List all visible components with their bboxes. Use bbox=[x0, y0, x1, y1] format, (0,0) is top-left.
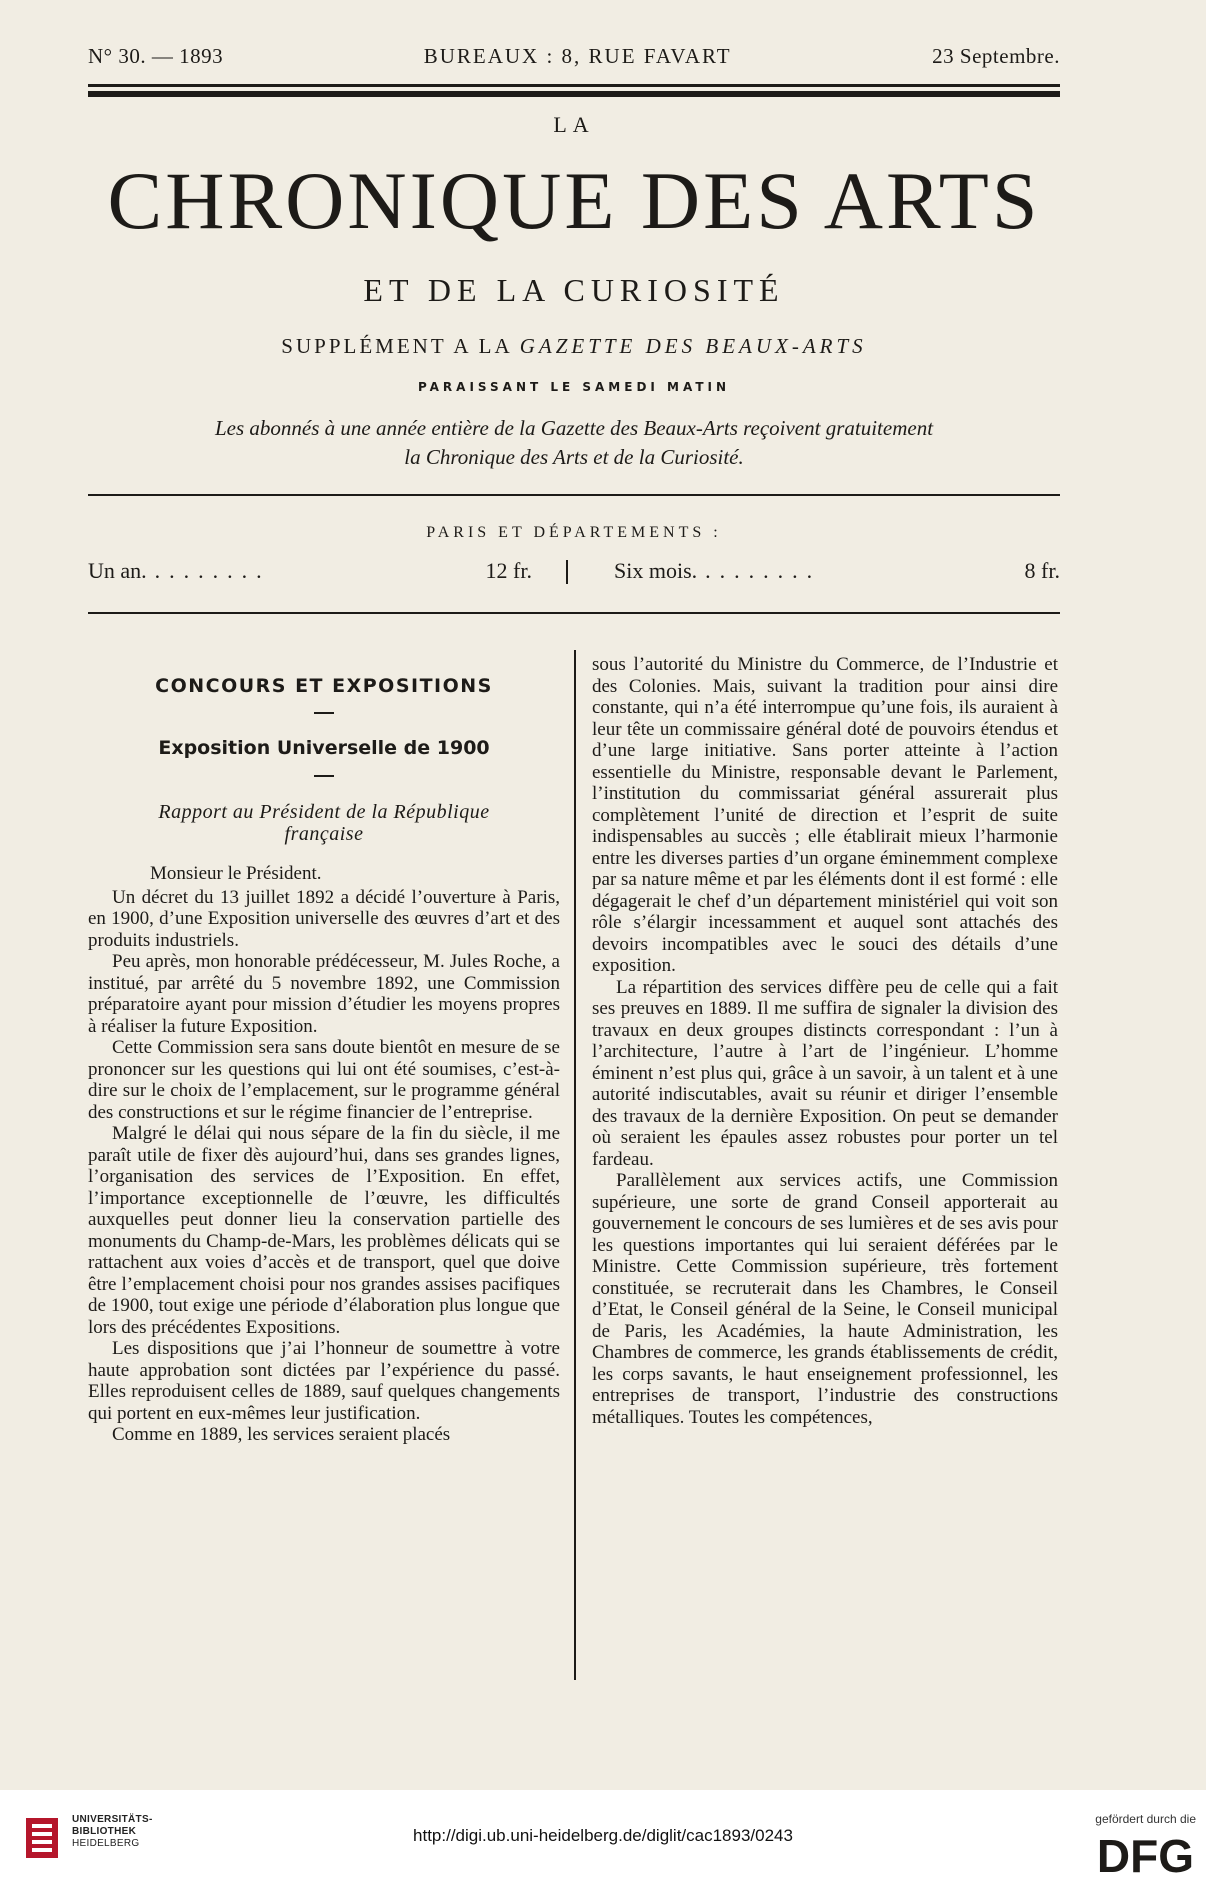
bureaux-address: BUREAUX : 8, RUE FAVART bbox=[423, 44, 732, 68]
masthead-subtitle: ET DE LA CURIOSITÉ bbox=[363, 272, 785, 308]
rate-separator bbox=[566, 560, 568, 584]
uni-line1: UNIVERSITÄTS- bbox=[72, 1814, 153, 1825]
rates-rule bbox=[88, 612, 1060, 614]
title-dash bbox=[314, 775, 334, 777]
six-month-price: 8 fr. bbox=[1024, 558, 1060, 583]
header-rule-bottom bbox=[88, 91, 1060, 97]
paragraph: sous l’autorité du Ministre du Commerce, de l’Industrie et des Colonies. Mais, suivant la tradition pour ainsi dire constante, qui n’a été interrompue qu’une fois, ils auraient à leur tête un commissaire général doté de pouvoirs étendus et d’une large initiative. Sans porter atteinte à l’action essentielle du Ministre, responsable devant le Parlement, l’institution du commissariat général assurerait plus complètement l’unité de direction et l’esprit de suite indispensables au succès ; elle établirait mieux l’harmonie entre les diverses parties d’un organe éminemment complexe par sa nature même et par les éléments dont il est formé : elle dégagerait le chef d’un département ministériel qui voit son rôle s’élargir incessamment et auquel sont attachés des devoirs incompatibles avec le souci des détails d’une exposition. bbox=[592, 654, 1058, 976]
funding-label: gefördert durch die bbox=[1095, 1812, 1196, 1826]
digitization-footer bbox=[0, 1790, 1206, 1895]
subscriber-notice bbox=[128, 414, 1020, 472]
paragraph: Les dispositions que j’ai l’honneur de soumettre à votre haute approbation sont dictées par l’expérience du passé. Elles reproduisent celles de 1889, sauf quelques changements qui portent en eux-mêmes leur justification. bbox=[88, 1338, 560, 1424]
column-rule bbox=[574, 650, 576, 1680]
six-month-leader: ........ bbox=[705, 558, 822, 583]
paragraph: Peu après, mon honorable prédécesseur, M. Jules Roche, a institué, par arrêté du 5 novembre 1892, une Commission préparatoire ayant pour mission d’étudier les moyens propres à réaliser la future Exposition. bbox=[88, 951, 560, 1037]
six-month-rate bbox=[614, 558, 1060, 584]
article-right-column bbox=[592, 654, 1058, 1428]
section-heading: CONCOURS ET EXPOSITIONS bbox=[155, 675, 493, 697]
masthead-rule bbox=[88, 494, 1060, 496]
paragraph: Malgré le délai qui nous sépare de la fin du siècle, il me paraît utile de fixer dès aujourd’hui, dans ses grandes lignes, l’organisation des services de l’Exposition. En effet, l’importance exceptionnelle de l’œuvre, les difficultés auxquelles peut donner lieu la conservation partielle des monuments du Champ-de-Mars, les problèmes délicats qui se rattachent aux voies d’accès et de transport, quel que doive être l’emplacement choisi pour nos grandes assises pacifiques de 1900, tout exige une période d’élaboration plus longue que lors des précédentes Expositions. bbox=[88, 1123, 560, 1338]
subscriber-notice-line2: la Chronique des Arts et de la Curiosité. bbox=[404, 445, 744, 469]
permalink-url[interactable]: http://digi.ub.uni-heidelberg.de/diglit/cac1893/0243 bbox=[413, 1826, 793, 1845]
issue-date: 23 Septembre. bbox=[932, 44, 1060, 68]
issue-number: N° 30. — 1893 bbox=[88, 44, 224, 68]
paragraph: Un décret du 13 juillet 1892 a décidé l’ouverture à Paris, en 1900, d’une Exposition universelle des œuvres d’art et des produits industriels. bbox=[88, 886, 560, 951]
article-title: Exposition Universelle de 1900 bbox=[158, 736, 490, 759]
paragraph: Parallèlement aux services actifs, une Commission supérieure, une sorte de grand Conseil apporterait au gouvernement le concours de ses lumières et de ses avis pour les questions importantes qui lui seraient déférées par le Ministre. Cette Commission supérieure, très fortement constituée, se recruterait dans les Chambres, le Conseil d’Etat, le Conseil général de la Seine, le Conseil municipal de Paris, les Académies, la haute Administration, les Chambres de commerce, les grands établissements de crédit, les corps savants, le haut enseignement professionnel, les entreprises de transport, l’industrie des constructions métalliques. Toutes les compétences, bbox=[592, 1170, 1058, 1428]
uni-line2: BIBLIOTHEK bbox=[72, 1826, 137, 1837]
paragraph: Comme en 1889, les services seraient placés bbox=[112, 1424, 451, 1445]
supplement-prefix: SUPPLÉMENT A LA bbox=[281, 334, 512, 358]
issue-header bbox=[88, 44, 1060, 69]
report-title-line1: Rapport au Président de la République bbox=[158, 801, 490, 823]
subscriber-notice-line1: Les abonnés à une année entière de la Gazette des Beaux-Arts reçoivent gratuitement bbox=[214, 416, 934, 440]
supplement-line bbox=[88, 334, 1060, 359]
annual-rate bbox=[88, 558, 532, 584]
annual-leader: ........ bbox=[154, 558, 271, 583]
annual-label: Un an. bbox=[88, 558, 147, 583]
subscription-rates bbox=[88, 558, 1060, 588]
header-rule-top bbox=[88, 84, 1060, 87]
salutation: Monsieur le Président. bbox=[150, 863, 322, 884]
dfg-logo-icon bbox=[1076, 1830, 1196, 1878]
section-dash bbox=[314, 712, 334, 714]
article-left-column bbox=[88, 676, 560, 1446]
masthead-article: LA bbox=[553, 112, 595, 137]
report-title bbox=[88, 801, 560, 845]
dfg-logo-text: DFG bbox=[1096, 1830, 1194, 1878]
paragraph: Cette Commission sera sans doute bientôt en mesure de se prononcer sur les questions qui lui ont été soumises, c’est-à-dire sur le choix de l’emplacement, sur le programme général des constructions et sur le régime financier de l’entreprise. bbox=[88, 1037, 560, 1123]
masthead-title: CHRONIQUE DES ARTS bbox=[107, 155, 1041, 246]
paragraph: La répartition des services diffère peu de celle qui a fait ses preuves en 1889. Il me suffira de signaler la division des travaux en deux groupes distincts correspondant : l’un à l’architecture, l’autre à l’art de l’ingénieur. L’homme éminent n’est plus qui, grâce à un savoir, à un talent et à une autorité indiscutables, avait su réunir et diriger l’ensemble des travaux de la dernière Exposition. On peut se demander où seraient les épaules assez robustes pour porter un tel fardeau. bbox=[592, 976, 1058, 1170]
report-title-line2: française bbox=[284, 823, 364, 845]
supplement-gazette: GAZETTE DES BEAUX-ARTS bbox=[519, 334, 867, 358]
uni-line3: HEIDELBERG bbox=[72, 1838, 140, 1849]
newspaper-page bbox=[88, 0, 1060, 1790]
annual-price: 12 fr. bbox=[485, 558, 532, 583]
subscription-heading: PARIS ET DÉPARTEMENTS : bbox=[426, 524, 722, 541]
publication-schedule: PARAISSANT LE SAMEDI MATIN bbox=[417, 380, 731, 394]
six-month-label: Six mois. bbox=[614, 558, 698, 583]
